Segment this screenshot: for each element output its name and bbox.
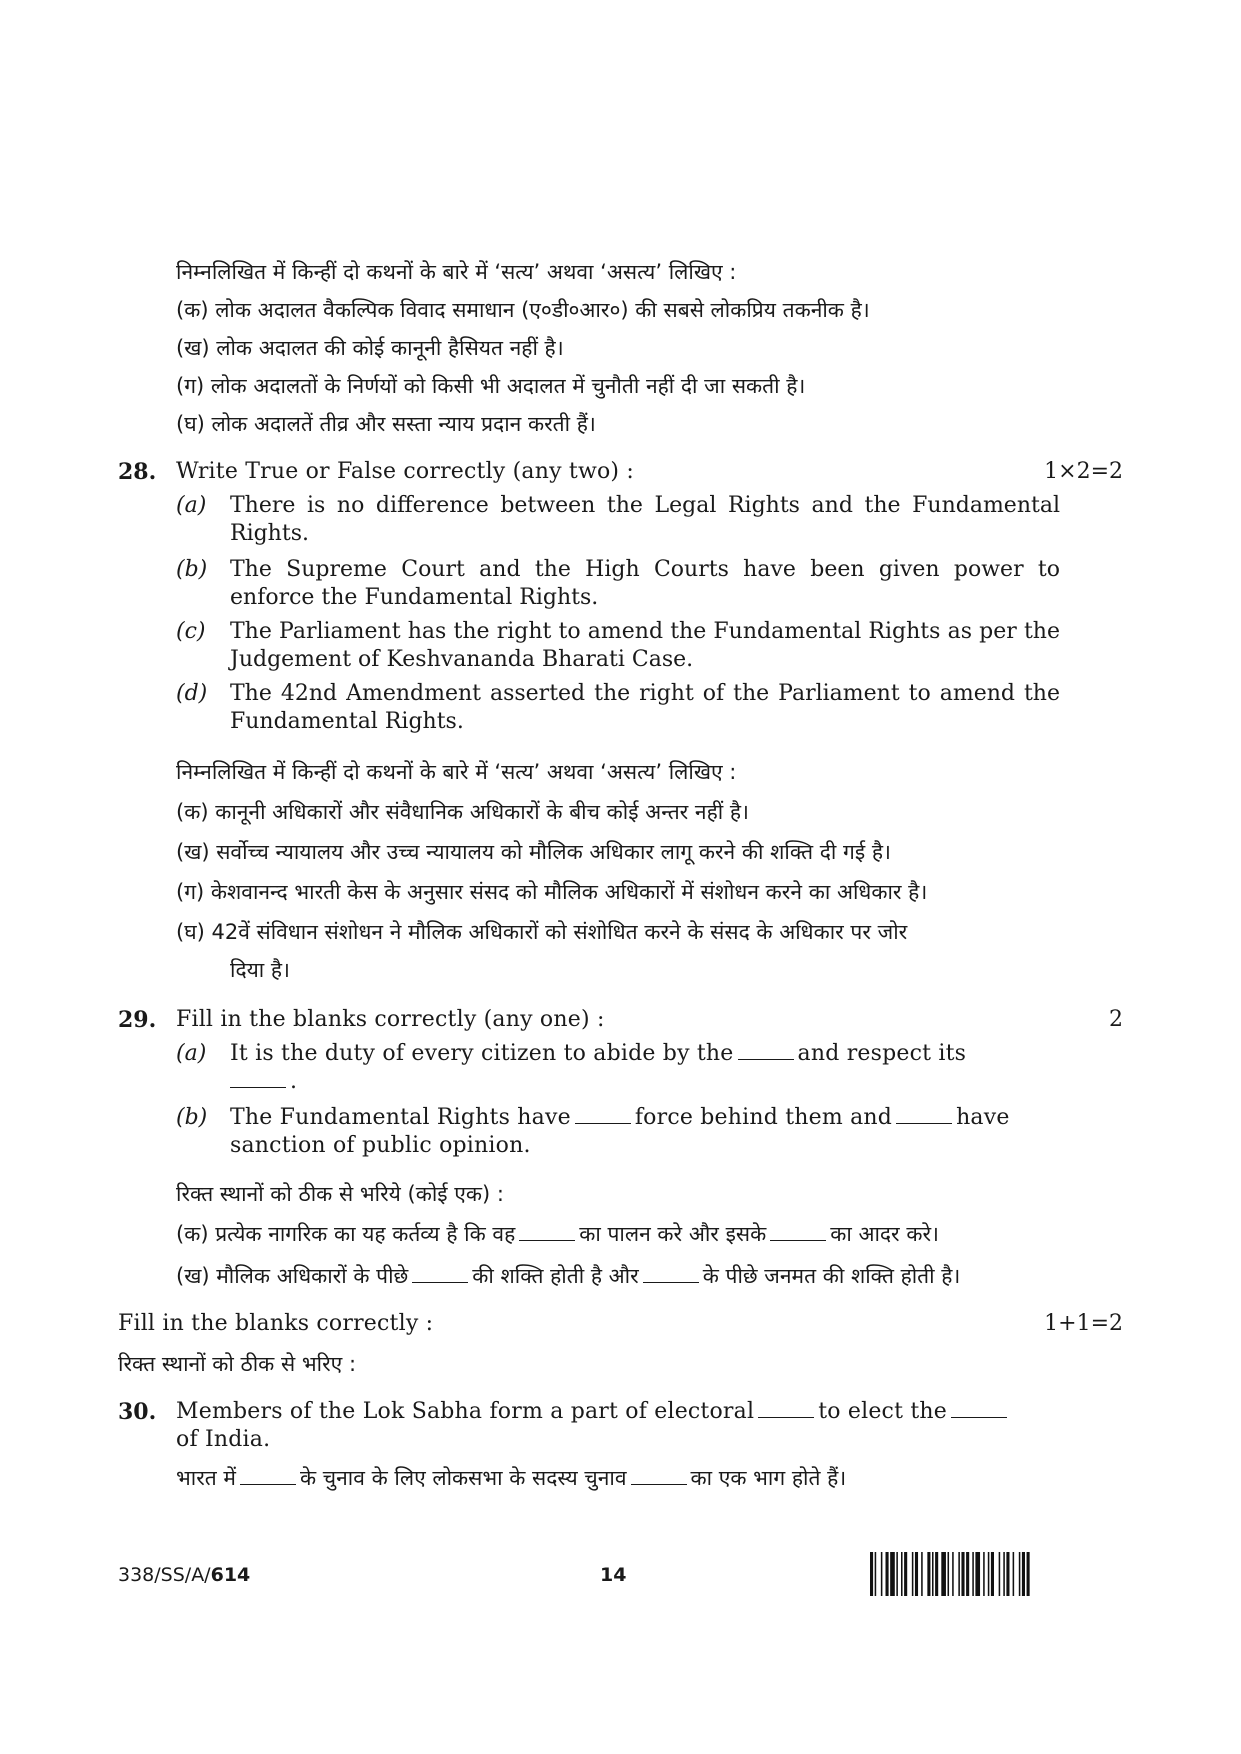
q29-option-a-cont [230, 1068, 297, 1096]
barcode-bar [904, 1552, 907, 1596]
q29-hi-ka-3: का आदर करे। [830, 1222, 939, 1246]
q29-hi-kha-2: की शक्ति होती है और [472, 1264, 639, 1288]
barcode-bar [1027, 1552, 1030, 1596]
q29-a-end: . [290, 1069, 298, 1094]
q28-option-b: The Supreme Court and the High Courts have been given power to enforce the Fundamental Rights. [230, 557, 1060, 610]
q28-option-c-label: (c) [176, 619, 206, 644]
paper-code-prefix: 338/SS/A/ [118, 1564, 211, 1586]
q28-number: 28. [118, 459, 157, 485]
q30-text-1: Members of the Lok Sabha form a part of electoral [176, 1399, 755, 1424]
barcode-bar [941, 1552, 946, 1596]
barcode-bar [1006, 1552, 1009, 1596]
barcode-bar [948, 1552, 950, 1596]
q28-question: Write True or False correctly (any two) : [176, 459, 635, 484]
barcode-bar [991, 1552, 994, 1596]
fill-section-heading: Fill in the blanks correctly : [118, 1311, 434, 1336]
q29-hi-item-ka [176, 1220, 939, 1248]
barcode-bar [935, 1552, 938, 1596]
q29-b-text-1: The Fundamental Rights have [230, 1105, 571, 1130]
barcode-image [870, 1552, 1132, 1596]
q28-option-b-label: (b) [176, 557, 208, 582]
q28-option-d: The 42nd Amendment asserted the right of the Parliament to amend the Fundamental Rights. [230, 681, 1060, 734]
q28-hi-item-ka: (क) कानूनी अधिकारों और संवैधानिक अधिकारों के बीच कोई अन्तर नहीं है। [176, 800, 749, 824]
blank [240, 1466, 296, 1485]
q30-hi-2: के चुनाव के लिए लोकसभा के सदस्य चुनाव [300, 1466, 627, 1490]
q30-number: 30. [118, 1399, 157, 1425]
q29-b-text-2: force behind them and [634, 1105, 893, 1130]
q27-hi-item-ga: (ग) लोक अदालतों के निर्णयों को किसी भी अदालत में चुनौती नहीं दी जा सकती है। [176, 374, 806, 398]
barcode-bar [1022, 1552, 1025, 1596]
blank [896, 1105, 952, 1124]
barcode-bar [881, 1552, 883, 1596]
q29-hi-ka-1: (क) प्रत्येक नागरिक का यह कर्तव्य है कि वह [176, 1222, 516, 1246]
barcode-bar [952, 1552, 954, 1596]
q29-option-a-label: (a) [176, 1041, 207, 1066]
q28-marks: 1×2=2 [1044, 459, 1123, 484]
blank [738, 1041, 794, 1060]
q29-marks: 2 [1109, 1007, 1123, 1032]
q27-hi-item-ka: (क) लोक अदालत वैकल्पिक विवाद समाधान (ए०डी०आर०) की सबसे लोकप्रिय तकनीक है। [176, 298, 870, 322]
paper-code-bold: 614 [210, 1564, 251, 1586]
blank [770, 1222, 826, 1241]
q29-option-b-cont: sanction of public opinion. [230, 1133, 531, 1158]
barcode-bar [972, 1552, 974, 1596]
barcode-bar [875, 1552, 877, 1596]
barcode-bar [886, 1552, 889, 1596]
barcode-bar [890, 1552, 895, 1596]
barcode-bar [932, 1552, 934, 1596]
barcode-bar [988, 1552, 990, 1596]
blank [643, 1264, 699, 1283]
barcode-bar [999, 1552, 1001, 1596]
barcode-bar [921, 1552, 923, 1596]
q30-hi-3: का एक भाग होते हैं। [690, 1466, 847, 1490]
paper-code [118, 1564, 250, 1586]
q30-hi [176, 1464, 846, 1492]
q29-option-b-label: (b) [176, 1105, 208, 1130]
q29-a-text-2: and respect its [797, 1041, 967, 1066]
q29-number: 29. [118, 1007, 157, 1033]
barcode-bar [896, 1552, 898, 1596]
blank [575, 1105, 631, 1124]
q30-question-cont: of India. [176, 1427, 271, 1452]
barcode-bar [983, 1552, 985, 1596]
barcode-bar [1003, 1552, 1005, 1596]
q29-b-text-3: have [956, 1105, 1010, 1130]
barcode-bar [1013, 1552, 1015, 1596]
q29-hi-kha-3: के पीछे जनमत की शक्ति होती है। [702, 1264, 961, 1288]
page-number: 14 [600, 1564, 627, 1586]
barcode-bar [927, 1552, 930, 1596]
barcode-bar [975, 1552, 980, 1596]
q29-hi-intro: रिक्त स्थानों को ठीक से भरिये (कोई एक) : [176, 1182, 504, 1206]
q27-hi-item-kha: (ख) लोक अदालत की कोई कानूनी हैसियत नहीं है। [176, 336, 564, 360]
barcode-bar [901, 1552, 903, 1596]
q28-hi-item-gha-cont: दिया है। [230, 958, 290, 982]
q30-question [176, 1398, 1011, 1426]
blank [631, 1466, 687, 1485]
barcode-bar [870, 1552, 873, 1596]
q29-option-b [230, 1104, 1010, 1132]
blank [519, 1222, 575, 1241]
q28-option-a: There is no difference between the Legal Rights and the Fundamental Rights. [230, 493, 1060, 546]
blank [951, 1399, 1007, 1418]
q29-hi-kha-1: (ख) मौलिक अधिकारों के पीछे [176, 1264, 409, 1288]
q29-a-text-1: It is the duty of every citizen to abide by the [230, 1041, 734, 1066]
barcode-bar [966, 1552, 969, 1596]
q28-hi-item-ga: (ग) केशवानन्द भारती केस के अनुसार संसद को मौलिक अधिकारों में संशोधन करने का अधिकार है। [176, 880, 928, 904]
blank [230, 1069, 286, 1088]
barcode-bar [958, 1552, 960, 1596]
fill-section-hi-heading: रिक्त स्थानों को ठीक से भरिए : [118, 1352, 357, 1376]
q28-hi-item-kha: (ख) सर्वोच्च न्यायालय और उच्च न्यायालय को मौलिक अधिकार लागू करने की शक्ति दी गई है। [176, 840, 891, 864]
q30-text-2: to elect the [818, 1399, 947, 1424]
q28-hi-intro: निम्नलिखित में किन्हीं दो कथनों के बारे में ‘सत्य’ अथवा ‘असत्य’ लिखिए : [176, 760, 737, 784]
q28-option-c: The Parliament has the right to amend the Fundamental Rights as per the Judgement of Keshvananda Bharati Case. [230, 619, 1060, 672]
q30-hi-1: भारत में [176, 1466, 236, 1490]
barcode-bar [915, 1552, 918, 1596]
q29-hi-ka-2: का पालन करे और इसके [579, 1222, 767, 1246]
barcode-bar [912, 1552, 914, 1596]
q27-hi-intro: निम्नलिखित में किन्हीं दो कथनों के बारे में ‘सत्य’ अथवा ‘असत्य’ लिखिए : [176, 260, 737, 284]
q28-option-d-label: (d) [176, 681, 208, 706]
blank [758, 1399, 814, 1418]
q28-option-a-label: (a) [176, 493, 207, 518]
blank [412, 1264, 468, 1283]
q29-hi-item-kha [176, 1262, 960, 1290]
q29-option-a [230, 1040, 966, 1068]
barcode-bar [1019, 1552, 1021, 1596]
fill-section-marks: 1+1=2 [1044, 1311, 1123, 1336]
q28-hi-item-gha: (घ) 42वें संविधान संशोधन ने मौलिक अधिकारों को संशोधित करने के संसद के अधिकार पर जोर [176, 920, 908, 944]
q29-question: Fill in the blanks correctly (any one) : [176, 1007, 605, 1032]
barcode-bar [961, 1552, 964, 1596]
q27-hi-item-gha: (घ) लोक अदालतें तीव्र और सस्ता न्याय प्रदान करती हैं। [176, 412, 596, 436]
